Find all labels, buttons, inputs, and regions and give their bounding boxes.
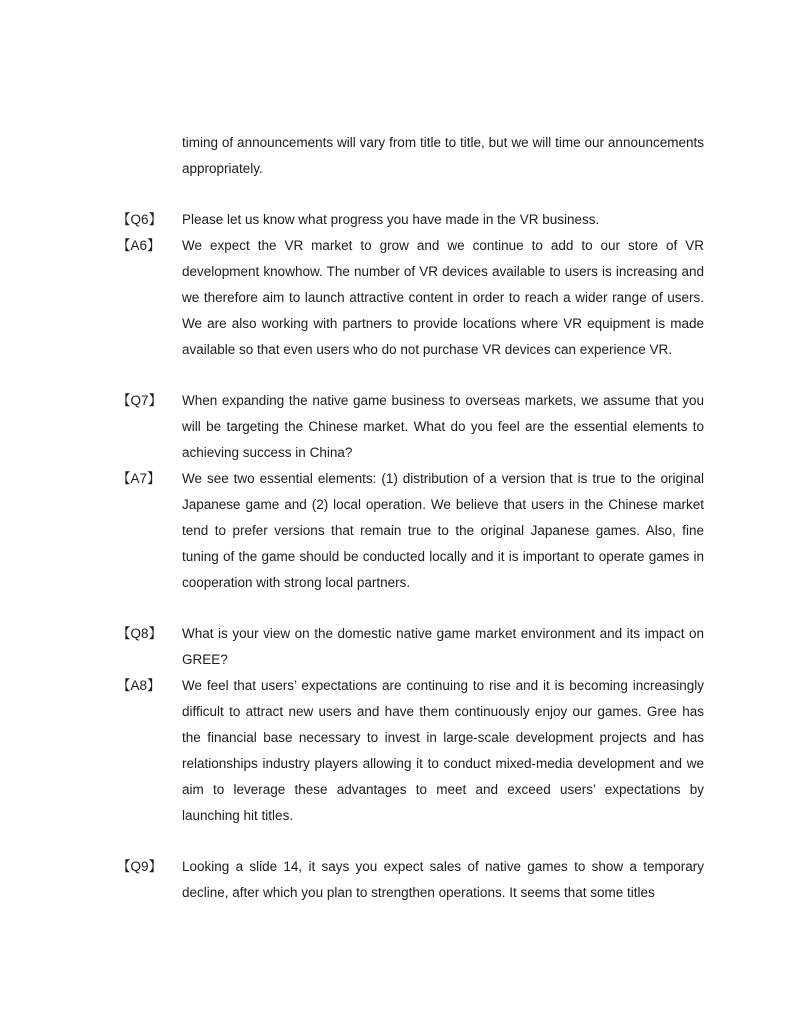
qa-label-a8: 【A8】 [117,678,161,693]
qa-row-q7 [117,388,704,466]
qa-text-a7: We see two essential elements: (1) distribution of a version that is true to the original Japanese game and (2) local operation. We believe that users in the Chinese market tend to prefer versions that remain true to the original Japanese games. Also, fine tuning of the game should be conducted locally and it is important to operate games in cooperation with strong local partners. [182,471,704,590]
qa-label-a6: 【A6】 [117,238,161,253]
paragraph-continuation: timing of announcements will vary from title to title, but we will time our announcements appropriately. [182,135,704,176]
qa-label-q6: 【Q6】 [117,212,163,227]
qa-row-q8 [117,621,704,673]
qa-row-a6 [117,233,704,363]
qa-label-q8: 【Q8】 [117,626,163,641]
qa-row-q9 [117,854,704,906]
qa-label-q7: 【Q7】 [117,393,163,408]
qa-text-q6: Please let us know what progress you have made in the VR business. [182,212,600,227]
qa-row-q6 [117,207,704,233]
qa-text-q8: What is your view on the domestic native game market environment and its impact on GREE? [182,626,704,667]
qa-text-a8: We feel that users’ expectations are continuing to rise and it is becoming increasingly difficult to attract new users and have them continuously enjoy our games. Gree has the financial base necessary to invest in large-scale development projects and has relationships industry players allowing it to conduct mixed-media development and we aim to leverage these advantages to meet and exceed users’ expectations by launching hit titles. [182,678,704,823]
qa-label-a7: 【A7】 [117,471,161,486]
qa-row-a8 [117,673,704,829]
qa-text-q9: Looking a slide 14, it says you expect sales of native games to show a temporary decline, after which you plan to strengthen operations. It seems that some titles [182,859,704,900]
qa-text-q7: When expanding the native game business to overseas markets, we assume that you will be targeting the Chinese market. What do you feel are the essential elements to achieving success in China? [182,393,704,460]
qa-text-a6: We expect the VR market to grow and we continue to add to our store of VR development knowhow. The number of VR devices available to users is increasing and we therefore aim to launch attractive content in order to reach a wider range of users. We are also working with partners to provide locations where VR equipment is made available so that even users who do not purchase VR devices can experience VR. [182,238,704,357]
qa-row-a7 [117,466,704,596]
qa-label-q9: 【Q9】 [117,859,163,874]
